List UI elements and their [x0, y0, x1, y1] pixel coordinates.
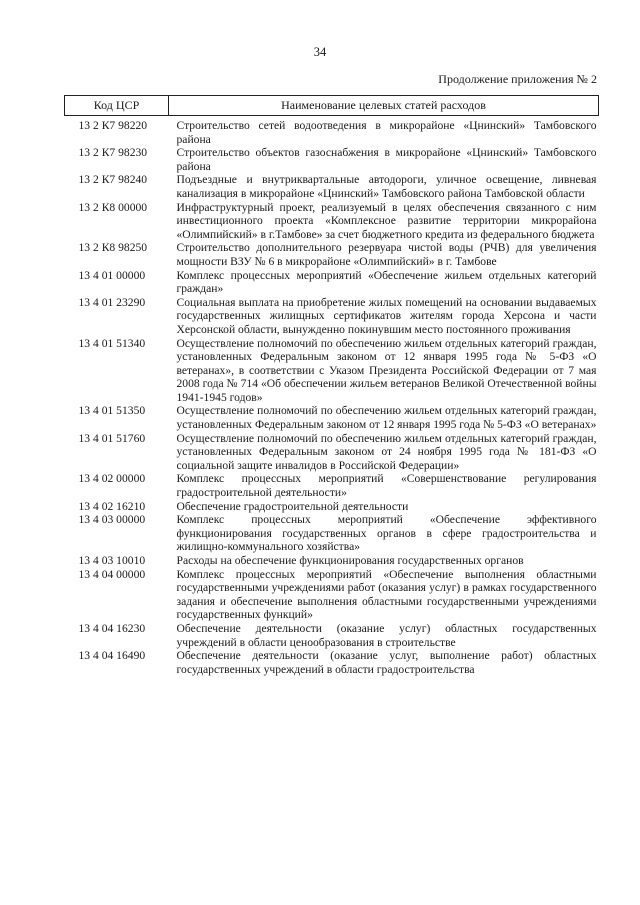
- column-header-code: Код ЦСР: [65, 96, 169, 116]
- table-row: [65, 337, 599, 405]
- row-code: 13 4 01 51340: [78, 336, 146, 350]
- row-name: Строительство дополнительного резервуара чистой воды (РЧВ) для увеличения мощности ВЗУ № 6 в микрорайоне «Олимпийский» в г. Тамбове: [176, 241, 597, 268]
- row-code: 13 4 01 51760: [78, 431, 146, 445]
- table-row: [65, 116, 599, 147]
- row-code: 13 4 02 16210: [78, 499, 146, 513]
- table-row: [65, 513, 599, 554]
- row-code: 13 4 03 10010: [78, 554, 146, 567]
- row-name: Комплекс процессных мероприятий «Обеспечение выполнения областными государственными учреждениями работ (оказания услуг) в рамках государственного задания и обеспечение выполнения областными государственными учреждениями государственных функций»: [176, 567, 597, 622]
- header-row: [65, 96, 599, 116]
- row-name: Обеспечение деятельности (оказание услуг, выполнение работ) областных государственных учреждений в области градостроительства: [176, 649, 597, 676]
- table-row: [65, 241, 599, 268]
- row-code: 13 4 03 00000: [78, 513, 146, 527]
- row-name: Обеспечение градостроительной деятельности: [176, 499, 409, 513]
- column-header-name: Наименование целевых статей расходов: [169, 96, 599, 116]
- row-name: Подъездные и внутриквартальные автодороги, уличное освещение, ливневая канализация в микрорайоне «Цнинский» Тамбовского района Тамбовской области: [176, 173, 597, 200]
- expense-articles-table: [64, 95, 599, 676]
- row-code: 13 4 01 00000: [78, 268, 146, 282]
- row-code: 13 2 К7 98240: [78, 173, 148, 187]
- row-code: 13 4 04 16490: [78, 649, 146, 663]
- table-header: [65, 96, 599, 116]
- row-code: 13 4 04 16230: [78, 621, 146, 635]
- table-row: [65, 201, 599, 242]
- table-row: [65, 296, 599, 337]
- table-row: [65, 404, 599, 431]
- row-name: Комплекс процессных мероприятий «Совершенствование регулирования градостроительной деятельности»: [176, 472, 597, 500]
- row-code: 13 4 04 00000: [78, 567, 146, 581]
- table-row: [65, 146, 599, 173]
- row-code: 13 2 К8 00000: [78, 200, 148, 214]
- table-row: [65, 622, 599, 649]
- row-name: Расходы на обеспечение функционирования государственных органов: [176, 554, 524, 567]
- table-row: [65, 500, 599, 514]
- table-row: [65, 568, 599, 622]
- appendix-continuation-note: Продолжение приложения № 2: [438, 72, 597, 86]
- page-number: 34: [313, 45, 327, 59]
- row-name: Обеспечение деятельности (оказание услуг) областных государственных учреждений в области ценообразования в строительстве: [176, 621, 597, 649]
- row-name: Осуществление полномочий по обеспечению жильем отдельных категорий граждан, установленных Федеральным законом от 12 января 1995 года № 5-ФЗ «О ветеранах»: [176, 404, 597, 432]
- table-row: [65, 173, 599, 200]
- row-name: Комплекс процессных мероприятий «Обеспечение эффективного функционирования государственных органов в сфере градостроительства и жилищно-коммунального хозяйства»: [176, 513, 597, 554]
- row-code: 13 2 К7 98230: [78, 146, 148, 160]
- row-code: 13 4 02 00000: [78, 472, 146, 486]
- table-row: [65, 472, 599, 499]
- row-name: Социальная выплата на приобретение жилых помещений на основании выдаваемых государственных жилищных сертификатов жителям города Херсона и части Херсонской области, вынужденно покинувшим место постоянного проживания: [176, 295, 597, 336]
- row-name: Осуществление полномочий по обеспечению жильем отдельных категорий граждан, установленных Федеральным законом от 12 января 1995 года № 5-ФЗ «О ветеранах», в соответствии с Указом Президента Российской Федерации от 7 мая 2008 года № 714 «Об обеспечении жильем ветеранов Великой Отечественной войны 1941-1945 годов»: [176, 336, 597, 404]
- row-name: Комплекс процессных мероприятий «Обеспечение жильем отдельных категорий граждан»: [176, 268, 597, 296]
- table-row: [65, 554, 599, 568]
- table-row: [65, 432, 599, 473]
- row-code: 13 4 01 51350: [78, 404, 146, 418]
- row-name: Строительство сетей водоотведения в микрорайоне «Цнинский» Тамбовского района: [176, 119, 597, 146]
- table-row: [65, 649, 599, 676]
- table-row: [65, 269, 599, 296]
- row-code: 13 2 К7 98220: [78, 119, 148, 132]
- table-body: [65, 116, 599, 677]
- row-name: Осуществление полномочий по обеспечению жильем отдельных категорий граждан, установленных Федеральным законом от 24 ноября 1995 года № 181-ФЗ «О социальной защите инвалидов в Российской Федерации»: [176, 431, 597, 472]
- row-code: 13 4 01 23290: [78, 295, 146, 309]
- row-name: Строительство объектов газоснабжения в микрорайоне «Цнинский» Тамбовского района: [176, 146, 597, 173]
- row-code: 13 2 К8 98250: [78, 241, 148, 255]
- row-name: Инфраструктурный проект, реализуемый в целях обеспечения связанного с ним инвестиционного проекта «Комплексное развитие территории микрорайона «Олимпийский» в г.Тамбове» за счет бюджетного кредита из федерального бюджета: [176, 200, 597, 241]
